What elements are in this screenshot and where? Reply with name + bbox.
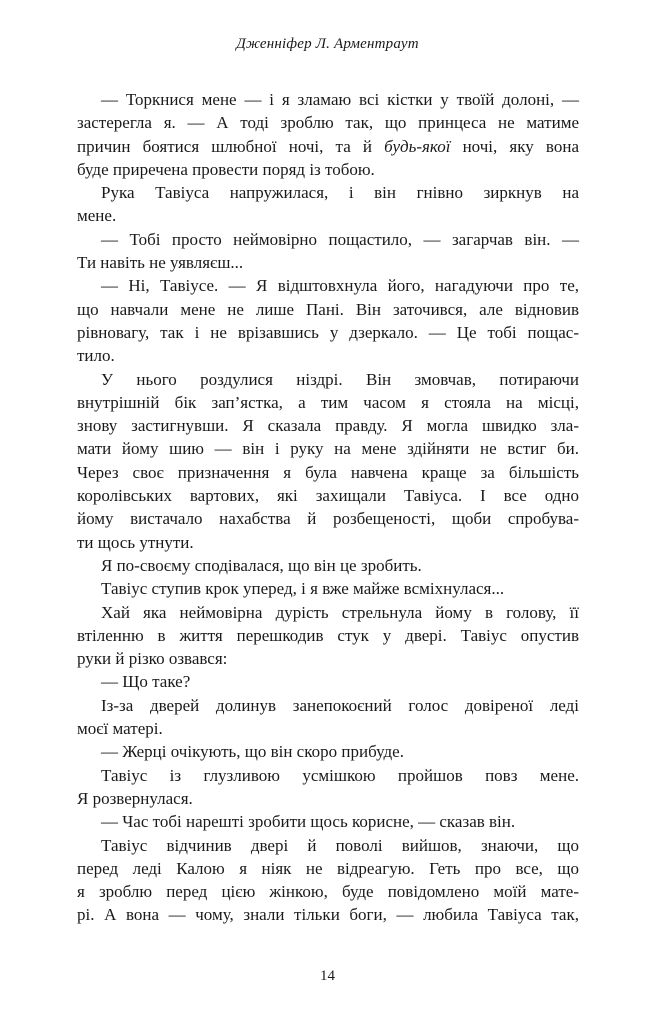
text-line: мене. — [77, 206, 117, 226]
text-line: Тавіус із глузливою усмішкою пройшов повз мене. — [101, 765, 579, 785]
text-line: — Що таке? — [101, 672, 191, 692]
paragraph — [77, 740, 579, 763]
text-line: втіленню в життя перешкодив стук у двері. Тавіус опустив — [77, 625, 579, 645]
text-line: королівських вартових, які захищали Тавіуса. І все одно — [77, 486, 579, 506]
page-number: 14 — [320, 968, 335, 984]
text-line: Тавіус ступив крок уперед, і я вже майже всміхнулася... — [101, 579, 505, 599]
text-fragment: ночі, яку вона — [450, 136, 579, 156]
text-line: рі. А вона — чому, знали тільки боги, — любила Тавіуса так, — [77, 905, 579, 925]
paragraph — [77, 554, 579, 577]
text-line: перед леді Калою я ніяк не відреагую. Геть про все, що — [77, 858, 579, 878]
paragraph — [77, 181, 579, 228]
paragraph — [77, 834, 579, 927]
text-line: внутрішній бік зап’ястка, а тим часом я стояла на місці, — [77, 392, 579, 412]
text-line: рівновагу, так і не врізавшись у дзеркало. — Це тобі пощас- — [77, 322, 579, 342]
text-line: — Жерці очікують, що він скоро прибуде. — [101, 742, 404, 762]
paragraph — [77, 228, 579, 275]
text-line: Я розвернулася. — [77, 788, 193, 808]
text-line: Я по-своєму сподівалася, що він це зробить. — [101, 555, 422, 575]
text-line: Через своє призначення я була навчена краще за більшість — [77, 462, 579, 482]
text-line: руки й різко озвався: — [77, 649, 228, 669]
italic-emphasis: будь-якої — [384, 136, 451, 156]
text-line: мати йому шию — він і руку на мене здійняти не встиг би. — [77, 439, 579, 459]
paragraph — [77, 88, 579, 181]
text-line: Тавіус відчинив двері й поволі вийшов, знаючи, що — [101, 835, 579, 855]
text-line: я зроблю перед цією жінкою, буде повідомлено моїй мате- — [77, 882, 579, 902]
text-line: йому вистачало нахабства й розбещеності, щоби спробува- — [77, 509, 579, 529]
text-line: Із-за дверей долинув занепокоєний голос довіреної леді — [101, 695, 579, 715]
text-line: Ти навіть не уявляєш... — [77, 253, 244, 273]
text-line: У нього роздулися ніздрі. Він змовчав, потираючи — [101, 369, 579, 389]
text-line: буде приречена провести поряд із тобою. — [77, 159, 375, 179]
text-line: — Тобі просто неймовірно пощастило, — загарчав він. — — [101, 229, 579, 249]
text-line: тило. — [77, 346, 115, 366]
paragraph — [77, 274, 579, 367]
text-line: — Торкнися мене — і я зламаю всі кістки у твоїй долоні, — — [101, 90, 579, 109]
text-line: застерегла я. — А тоді зроблю так, що принцеса не матиме — [77, 113, 579, 133]
text-line: — Ні, Тавіусе. — Я відштовхнула його, нагадуючи про те, — [101, 276, 579, 296]
text-line: — Час тобі нарешті зробити щось корисне, — сказав він. — [101, 812, 516, 832]
paragraph — [77, 764, 579, 811]
text-line — [77, 135, 579, 158]
text-line: знову застигнувши. Я сказала правду. Я могла швидко зла- — [77, 416, 579, 436]
paragraph — [77, 670, 579, 693]
text-line: Рука Тавіуса напружилася, і він гнівно зиркнув на — [101, 183, 579, 203]
paragraph — [77, 810, 579, 833]
body-text — [77, 88, 579, 927]
text-fragment: причин боятися шлюбної ночі, та й — [77, 136, 385, 156]
paragraph — [77, 694, 579, 741]
text-line: моєї матері. — [77, 719, 163, 739]
text-line: що навчали мене не лише Пані. Він заточився, але відновив — [77, 299, 579, 319]
paragraph — [77, 368, 579, 554]
text-line: ти щось утнути. — [77, 532, 194, 552]
text-line: Хай яка неймовірна дурість стрельнула йому в голову, її — [101, 602, 579, 622]
paragraph — [77, 601, 579, 671]
running-head: Дженніфер Л. Арментраут — [236, 36, 419, 52]
paragraph — [77, 577, 579, 600]
